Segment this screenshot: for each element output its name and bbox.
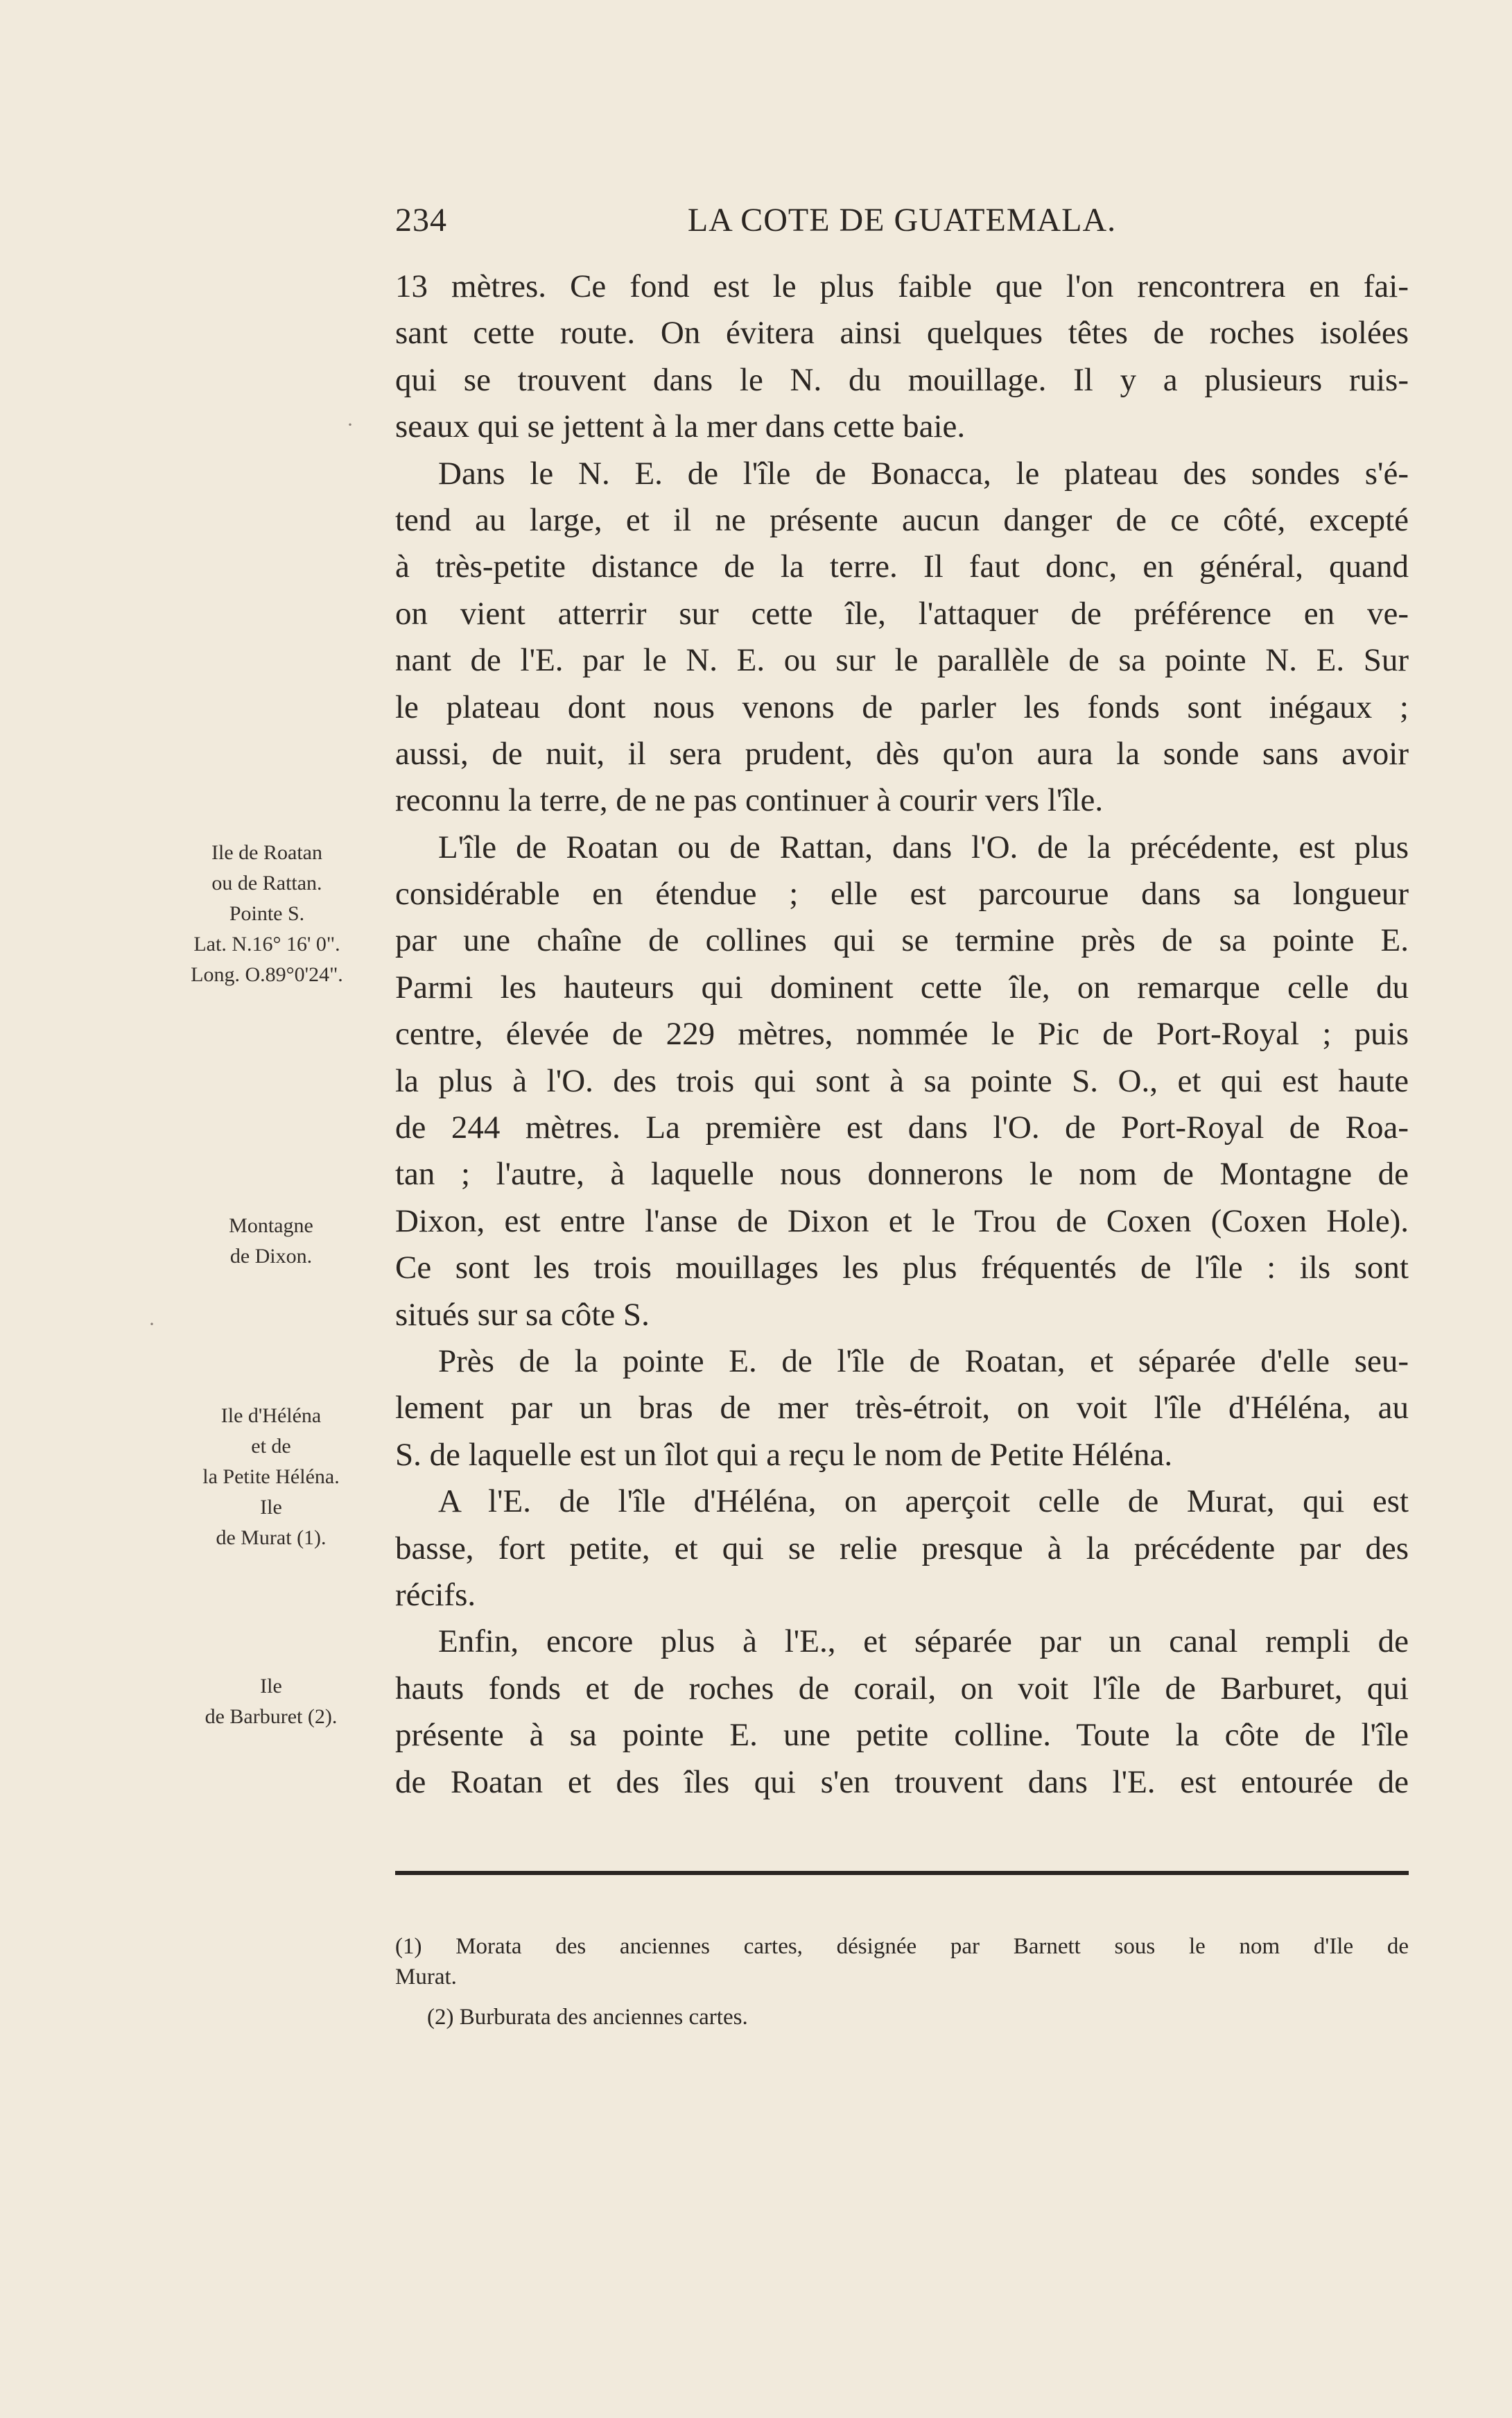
running-header (395, 201, 1409, 250)
body-line: considérable en étendue ; elle est parcourue dans sa longueur (395, 876, 1409, 913)
footnote-2: (2) Burburata des anciennes cartes. (427, 2005, 748, 2030)
body-line: aussi, de nuit, il sera prudent, dès qu'on aura la sonde sans avoir (395, 735, 1409, 772)
margin-note-barburet (171, 1671, 372, 1732)
body-line: Dans le N. E. de l'île de Bonacca, le plateau des sondes s'é- (438, 455, 1409, 492)
margin-note-line: et de (251, 1435, 291, 1458)
stray-mark: · (148, 1313, 155, 1336)
body-line: reconnu la terre, de ne pas continuer à courir vers l'île. (395, 782, 1104, 819)
page-number: 234 (395, 202, 447, 239)
body-line: la plus à l'O. des trois qui sont à sa pointe S. O., et qui est haute (395, 1062, 1409, 1099)
margin-note-line: Ile de Roatan (211, 841, 322, 864)
body-line: 13 mètres. Ce fond est le plus faible que l'on rencontrera en fai- (395, 268, 1409, 304)
body-line: situés sur sa côte S. (395, 1296, 650, 1333)
body-line: centre, élevée de 229 mètres, nommée le Pic de Port-Royal ; puis (395, 1016, 1409, 1053)
body-line: S. de laquelle est un îlot qui a reçu le nom de Petite Héléna. (395, 1436, 1173, 1473)
body-line: hauts fonds et de roches de corail, on voit l'île de Barburet, qui (395, 1670, 1409, 1707)
footnote-rule (395, 1871, 1409, 1875)
footnotes (395, 1931, 1409, 2032)
margin-note-line: Ile (260, 1496, 282, 1519)
body-line: A l'E. de l'île d'Héléna, on aperçoit celle de Murat, qui est (438, 1483, 1409, 1520)
body-line: L'île de Roatan ou de Rattan, dans l'O. de la précédente, est plus (438, 829, 1409, 865)
body-line: qui se trouvent dans le N. du mouillage. Il y a plusieurs ruis- (395, 361, 1409, 398)
margin-note-line: de Murat (1). (216, 1526, 327, 1549)
footnote-1-continuation: Murat. (395, 1964, 457, 1989)
margin-note-dixon (171, 1211, 372, 1272)
margin-note-line: de Barburet (2). (205, 1705, 338, 1728)
body-line: tan ; l'autre, à laquelle nous donnerons le nom de Montagne de (395, 1156, 1409, 1193)
margin-note-line: Long. O.89°0'24". (191, 963, 343, 986)
body-line: lement par un bras de mer très-étroit, on voit l'île d'Héléna, au (395, 1390, 1409, 1426)
margin-note-line: de Dixon. (229, 1245, 313, 1268)
body-text (395, 264, 1409, 1806)
body-line: sant cette route. On évitera ainsi quelques têtes de roches isolées (395, 315, 1409, 352)
margin-note-roatan (166, 838, 367, 990)
body-line: Parmi les hauteurs qui dominent cette île, on remarque celle du (395, 969, 1409, 1005)
margin-note-line: la Petite Héléna. (202, 1465, 340, 1488)
footnote-1: (1) Morata des anciennes cartes, désignée par Barnett sous le nom d'Ile de (395, 1934, 1409, 1959)
body-line: le plateau dont nous venons de parler les fonds sont inégaux ; (395, 689, 1409, 725)
body-line: récifs. (395, 1576, 476, 1613)
margin-note-line: Lat. N.16° 16' 0". (193, 933, 340, 956)
margin-note-line: Pointe S. (229, 902, 305, 925)
body-line: basse, fort petite, et qui se relie presque à la précédente par des (395, 1530, 1409, 1566)
body-line: seaux qui se jettent à la mer dans cette baie. (395, 408, 966, 445)
margin-note-line: Montagne (229, 1214, 313, 1237)
body-line: Enfin, encore plus à l'E., et séparée par un canal rempli de (438, 1623, 1409, 1660)
margin-note-line: Ile (260, 1675, 282, 1698)
body-line: à très-petite distance de la terre. Il faut donc, en général, quand (395, 549, 1409, 585)
body-line: nant de l'E. par le N. E. ou sur le parallèle de sa pointe N. E. Sur (395, 642, 1409, 679)
body-line: tend au large, et il ne présente aucun danger de ce côté, excepté (395, 501, 1409, 538)
margin-note-helena-murat (171, 1401, 372, 1553)
margin-note-line: Ile d'Héléna (220, 1404, 322, 1427)
body-line: de 244 mètres. La première est dans l'O. de Port-Royal de Roa- (395, 1109, 1409, 1146)
body-line: par une chaîne de collines qui se termine près de sa pointe E. (395, 922, 1409, 959)
body-line: Près de la pointe E. de l'île de Roatan, et séparée d'elle seu- (438, 1342, 1409, 1379)
body-line: présente à sa pointe E. une petite colline. Toute la côte de l'île (395, 1717, 1409, 1754)
margin-note-line: ou de Rattan. (211, 872, 322, 895)
stray-mark: · (347, 413, 354, 436)
body-line: Ce sont les trois mouillages les plus fréquentés de l'île : ils sont (395, 1250, 1409, 1286)
running-title: LA COTE DE GUATEMALA. (687, 202, 1117, 239)
body-line: de Roatan et des îles qui s'en trouvent dans l'E. est entourée de (395, 1763, 1409, 1800)
body-line: on vient atterrir sur cette île, l'attaquer de préférence en ve- (395, 595, 1409, 632)
body-line: Dixon, est entre l'anse de Dixon et le Trou de Coxen (Coxen Hole). (395, 1202, 1409, 1239)
